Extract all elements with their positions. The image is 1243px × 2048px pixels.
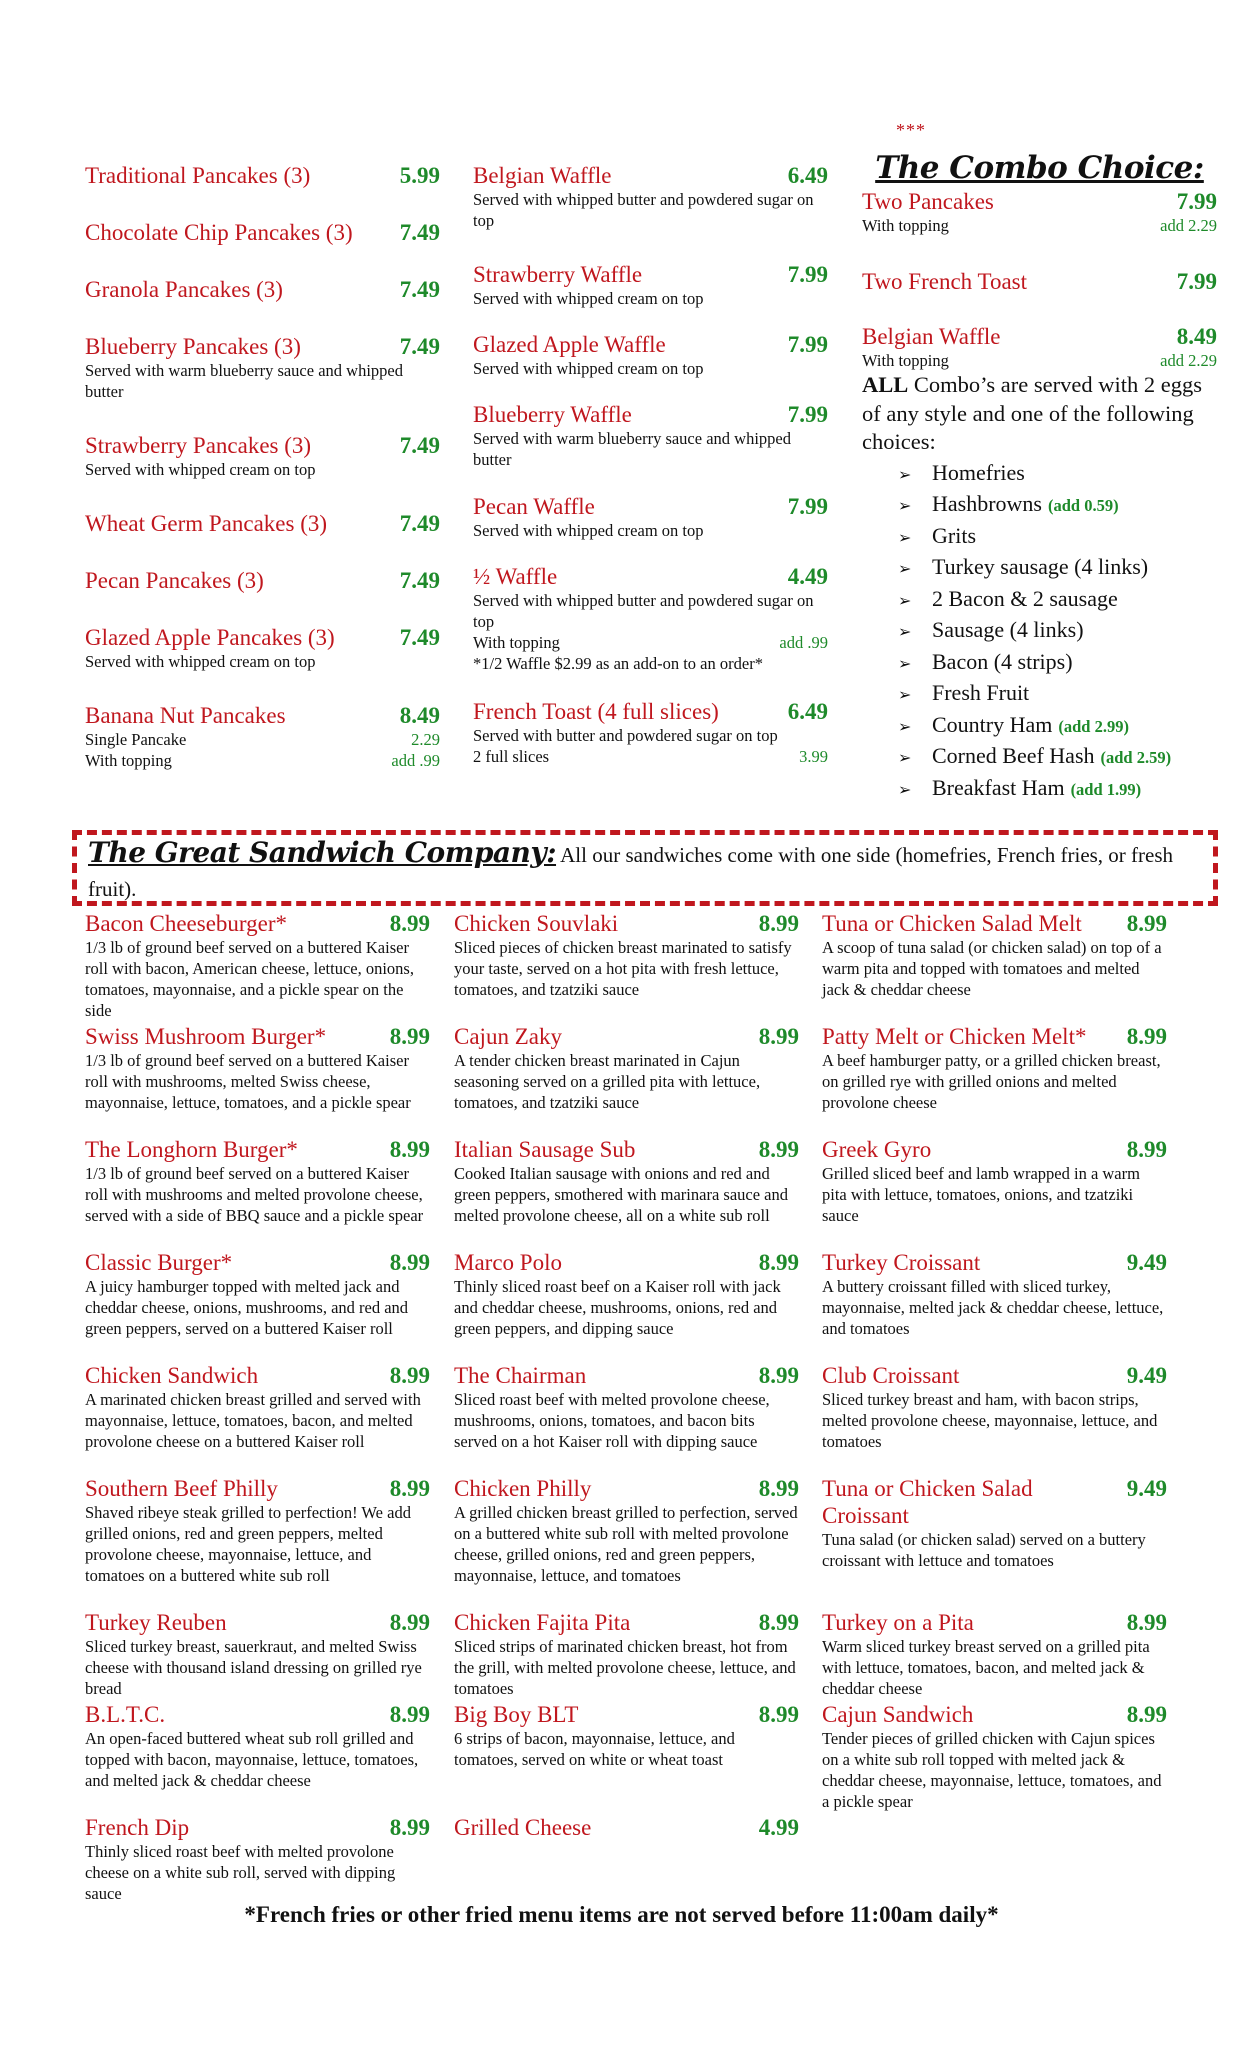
item-price: 8.99 — [389, 1250, 430, 1275]
item-price: 8.99 — [758, 1250, 799, 1275]
item-name: The Chairman — [454, 1363, 587, 1388]
combo-all-label: ALL — [862, 372, 909, 397]
item-name: Chocolate Chip Pancakes (3) — [85, 220, 353, 245]
option-price: 2.29 — [411, 730, 440, 749]
item-description: Sliced roast beef with melted provolone cheese, mushrooms, onions, tomatoes, and bacon bits served on a hot Kaiser roll with dipping sauce — [454, 1390, 770, 1451]
choice-label: Turkey sausage (4 links) — [932, 554, 1149, 579]
sandwiches-column-3 — [822, 910, 1167, 1812]
menu-item — [85, 1362, 430, 1475]
item-price: 8.99 — [389, 1815, 430, 1840]
arrow-bullet-icon: ➢ — [898, 466, 912, 484]
item-price: 8.49 — [399, 703, 440, 728]
item-name: French Toast (4 full slices) — [473, 699, 719, 724]
menu-item — [85, 219, 440, 276]
item-name: Tuna or Chicken Salad Melt — [822, 911, 1082, 936]
menu-item — [85, 1701, 430, 1814]
list-item — [898, 774, 1217, 806]
list-item — [898, 648, 1217, 680]
menu-item — [85, 276, 440, 333]
item-name: Turkey Reuben — [85, 1610, 227, 1635]
menu-item — [85, 333, 440, 432]
item-name: Chicken Philly — [454, 1476, 592, 1501]
menu-item — [822, 1701, 1167, 1812]
item-price: 7.99 — [787, 494, 828, 519]
item-name: Chicken Fajita Pita — [454, 1610, 631, 1635]
item-note: *1/2 Waffle $2.99 as an add-on to an order* — [473, 654, 763, 673]
item-description: Sliced strips of marinated chicken breast, hot from the grill, with melted provolone cheese, lettuce, and tomatoes — [454, 1637, 796, 1698]
item-description: An open-faced buttered wheat sub roll grilled and topped with bacon, mayonnaise, lettuce, tomatoes, and melted jack & cheddar cheese — [85, 1729, 419, 1790]
menu-item — [454, 1249, 799, 1362]
menu-item — [454, 1023, 799, 1136]
choice-label: Grits — [932, 522, 976, 548]
list-item — [898, 459, 1217, 491]
menu-item — [473, 261, 828, 331]
option-label: Single Pancake — [85, 730, 187, 749]
choice-label: Fresh Fruit — [932, 680, 1030, 705]
sandwich-section-title: The Great Sandwich Company: — [88, 836, 557, 869]
menu-item — [454, 1362, 799, 1475]
combo-title: The Combo Choice: — [875, 150, 1204, 186]
sandwiches-column-1 — [85, 910, 430, 1904]
option-label: 2 full slices — [473, 747, 550, 766]
list-item — [898, 711, 1217, 743]
item-description: Served with whipped cream on top — [85, 460, 316, 479]
item-description: A buttery croissant filled with sliced turkey, mayonnaise, melted jack & cheddar cheese, lettuce, and tomatoes — [822, 1277, 1164, 1338]
item-price: 8.99 — [1126, 1024, 1167, 1049]
item-price: 7.99 — [1176, 269, 1217, 294]
list-item — [898, 553, 1217, 585]
item-price: 7.49 — [399, 511, 440, 536]
combo-description — [862, 371, 1217, 457]
choice-label: Corned Beef Hash — [932, 743, 1095, 768]
item-description: Served with whipped cream on top — [473, 359, 704, 378]
item-price: 8.99 — [389, 1476, 430, 1501]
item-name: Patty Melt or Chicken Melt* — [822, 1024, 1087, 1049]
item-price: 8.99 — [389, 1610, 430, 1635]
item-price: 8.99 — [758, 1610, 799, 1635]
sandwiches-column-2 — [454, 910, 799, 1841]
item-price: 8.49 — [1176, 324, 1217, 349]
item-name: Marco Polo — [454, 1250, 562, 1275]
item-name: Blueberry Pancakes (3) — [85, 334, 301, 359]
choice-addon: (add 1.99) — [1070, 779, 1142, 799]
item-description: Served with butter and powdered sugar on top — [473, 726, 778, 745]
menu-item — [473, 493, 828, 563]
item-price: 4.49 — [787, 564, 828, 589]
item-name: Italian Sausage Sub — [454, 1137, 636, 1162]
arrow-bullet-icon: ➢ — [898, 592, 912, 610]
menu-item — [822, 1249, 1167, 1362]
menu-item — [85, 624, 440, 702]
item-name: Southern Beef Philly — [85, 1476, 278, 1501]
menu-item — [85, 702, 440, 771]
item-name: B.L.T.C. — [85, 1702, 166, 1727]
choice-addon: (add 0.59) — [1048, 496, 1119, 515]
list-item — [898, 585, 1217, 617]
combo-column — [862, 150, 1217, 805]
item-name: Turkey on a Pita — [822, 1610, 974, 1635]
menu-item — [822, 1136, 1167, 1249]
item-price: 7.99 — [1176, 189, 1217, 214]
item-price: 8.99 — [758, 1024, 799, 1049]
item-description: A marinated chicken breast grilled and served with mayonnaise, lettuce, tomatoes, bacon, and melted provolone cheese on a buttered Kaiser roll — [85, 1390, 421, 1451]
menu-item — [85, 567, 440, 624]
choice-label: Country Ham — [932, 711, 1053, 737]
menu-item — [85, 432, 440, 510]
sandwich-section-text: All our sandwiches come with one side (homefries, French fries, or fresh fruit). — [88, 843, 1174, 901]
item-name: Strawberry Pancakes (3) — [85, 433, 312, 458]
item-name: Bacon Cheeseburger* — [85, 911, 288, 936]
item-description: Served with whipped cream on top — [85, 652, 316, 671]
option-label: With topping — [85, 751, 172, 770]
footer-note: *French fries or other fried menu items are not served before 11:00am daily* — [244, 1902, 999, 1927]
item-price: 8.99 — [758, 911, 799, 936]
pancakes-column — [85, 162, 440, 771]
item-description: 1/3 lb of ground beef served on a buttered Kaiser roll with bacon, American cheese, lettuce, onions, tomatoes, mayonnaise, and a pickle spear on the side — [85, 938, 414, 1020]
menu-item — [822, 1609, 1167, 1701]
menu-item — [822, 1362, 1167, 1475]
item-price: 6.49 — [787, 163, 828, 188]
item-name: Big Boy BLT — [454, 1702, 579, 1727]
option-price: add 2.29 — [1160, 351, 1217, 370]
item-option — [85, 750, 440, 771]
item-price: 8.99 — [389, 1024, 430, 1049]
item-price: 8.99 — [758, 1363, 799, 1388]
item-description: Cooked Italian sausage with onions and red and green peppers, smothered with marinara sauce and melted provolone cheese, all on a white sub roll — [454, 1164, 788, 1225]
item-description: Served with whipped butter and powdered sugar on top — [473, 190, 814, 230]
item-name: Glazed Apple Waffle — [473, 332, 666, 357]
item-name: Granola Pancakes (3) — [85, 277, 283, 302]
item-name: Cajun Zaky — [454, 1024, 562, 1049]
menu-item — [822, 1475, 1167, 1609]
arrow-bullet-icon: ➢ — [898, 498, 912, 515]
item-option — [473, 632, 828, 653]
item-name: The Longhorn Burger* — [85, 1137, 298, 1162]
arrow-bullet-icon: ➢ — [898, 687, 912, 704]
item-description: Sliced turkey breast and ham, with bacon strips, melted provolone cheese, mayonnaise, lettuce, and tomatoes — [822, 1390, 1158, 1451]
arrow-bullet-icon: ➢ — [898, 655, 912, 673]
item-price: 9.49 — [1126, 1363, 1167, 1388]
item-price: 8.99 — [758, 1476, 799, 1501]
item-price: 7.99 — [787, 262, 828, 287]
combo-item — [862, 268, 1217, 323]
menu-item — [85, 1609, 430, 1701]
item-price: 4.99 — [758, 1815, 799, 1840]
item-price: 5.99 — [399, 163, 440, 188]
menu-item — [454, 1609, 799, 1701]
item-name: Traditional Pancakes (3) — [85, 163, 311, 188]
combo-item — [862, 188, 1217, 268]
item-name: Greek Gyro — [822, 1137, 932, 1162]
menu-item — [454, 910, 799, 1023]
item-description: Served with whipped butter and powdered sugar on top — [473, 591, 814, 631]
list-item — [898, 742, 1217, 774]
option-price: add .99 — [779, 633, 828, 652]
item-name: Two Pancakes — [862, 189, 994, 214]
item-name: Pecan Pancakes (3) — [85, 568, 264, 593]
item-description: Thinly sliced roast beef with melted provolone cheese on a white sub roll, served with dipping sauce — [85, 1842, 396, 1903]
menu-item — [85, 1136, 430, 1249]
choice-label: Breakfast Ham — [932, 774, 1065, 800]
item-price: 8.99 — [389, 1363, 430, 1388]
item-price: 7.49 — [399, 433, 440, 458]
item-name: Tuna or Chicken Salad Croissant — [822, 1476, 1033, 1528]
item-price: 8.99 — [1126, 1610, 1167, 1635]
option-label: With topping — [862, 216, 949, 235]
menu-item — [85, 162, 440, 219]
item-name: Two French Toast — [862, 269, 1027, 294]
waffles-column — [473, 162, 828, 767]
item-name: Club Croissant — [822, 1363, 960, 1388]
item-description: Served with whipped cream on top — [473, 289, 704, 308]
item-description: A beef hamburger patty, or a grilled chicken breast, on grilled rye with grilled onions and melted provolone cheese — [822, 1051, 1161, 1112]
list-item — [898, 490, 1217, 522]
item-price: 6.49 — [787, 699, 828, 724]
item-name: Chicken Sandwich — [85, 1363, 259, 1388]
item-description: Served with warm blueberry sauce and whipped butter — [473, 429, 791, 469]
item-option — [862, 215, 1217, 236]
item-name: Cajun Sandwich — [822, 1702, 974, 1727]
item-price: 9.49 — [1126, 1476, 1167, 1501]
option-price: add 2.29 — [1160, 216, 1217, 235]
arrow-bullet-icon: ➢ — [898, 750, 912, 767]
item-price: 7.49 — [399, 625, 440, 650]
item-name: Blueberry Waffle — [473, 402, 632, 427]
list-item — [898, 679, 1217, 711]
item-price: 7.99 — [787, 332, 828, 357]
item-price: 8.99 — [1126, 911, 1167, 936]
menu-item — [473, 401, 828, 493]
item-price: 8.99 — [758, 1137, 799, 1162]
menu-item — [822, 910, 1167, 1023]
menu-item — [85, 910, 430, 1023]
menu-item — [454, 1814, 799, 1841]
arrow-bullet-icon: ➢ — [898, 718, 912, 736]
menu-item — [822, 1023, 1167, 1136]
item-description: Served with whipped cream on top — [473, 521, 704, 540]
item-description: A juicy hamburger topped with melted jack and cheddar cheese, onions, mushrooms, and red and green peppers, served on a buttered Kaiser roll — [85, 1277, 409, 1338]
item-description: 1/3 lb of ground beef served on a buttered Kaiser roll with mushrooms, melted Swiss cheese, mayonnaise, lettuce, tomatoes, and a pickle spear — [85, 1051, 411, 1112]
option-label: With topping — [862, 351, 949, 370]
item-name: Strawberry Waffle — [473, 262, 643, 287]
item-name: ½ Waffle — [473, 564, 558, 589]
item-option — [473, 746, 828, 767]
combo-choices-list — [898, 459, 1217, 806]
item-price: 8.99 — [389, 1702, 430, 1727]
menu-item — [85, 1249, 430, 1362]
item-price: 7.49 — [399, 277, 440, 302]
decorative-stars: *** — [896, 120, 926, 140]
item-name: Glazed Apple Pancakes (3) — [85, 625, 335, 650]
menu-item — [473, 563, 828, 698]
item-name: Turkey Croissant — [822, 1250, 981, 1275]
arrow-bullet-icon: ➢ — [898, 529, 912, 547]
item-price: 8.99 — [1126, 1137, 1167, 1162]
item-name: Banana Nut Pancakes — [85, 703, 286, 728]
item-price: 9.49 — [1126, 1250, 1167, 1275]
arrow-bullet-icon: ➢ — [898, 561, 912, 578]
menu-item — [454, 1475, 799, 1609]
menu-item — [85, 510, 440, 567]
item-name: Belgian Waffle — [862, 324, 1001, 349]
menu-item — [85, 1023, 430, 1136]
item-description: Sliced turkey breast, sauerkraut, and melted Swiss cheese with thousand island dressing on grilled rye bread — [85, 1637, 422, 1698]
item-price: 7.49 — [399, 220, 440, 245]
item-description: Served with warm blueberry sauce and whipped butter — [85, 361, 403, 401]
item-description: Thinly sliced roast beef on a Kaiser roll with jack and cheddar cheese, mushrooms, onions, red and green peppers, and dipping sauce — [454, 1277, 781, 1338]
item-description: A grilled chicken breast grilled to perfection, served on a buttered white sub roll with melted provolone cheese, grilled onions, red and green peppers, mayonnaise, lettuce, and tomatoes — [454, 1503, 798, 1585]
menu-item — [454, 1701, 799, 1814]
menu-item — [473, 331, 828, 401]
option-price: 3.99 — [799, 747, 828, 766]
item-price: 8.99 — [758, 1702, 799, 1727]
item-description: A scoop of tuna salad (or chicken salad) on top of a warm pita and topped with tomatoes and melted jack & cheddar cheese — [822, 938, 1162, 999]
list-item — [898, 522, 1217, 554]
menu-item — [85, 1475, 430, 1609]
item-description: 1/3 lb of ground beef served on a buttered Kaiser roll with mushrooms and melted provolone cheese, served with a side of BBQ sauce and a pickle spear — [85, 1164, 424, 1225]
combo-all-text: Combo’s are served with 2 eggs of any style and one of the following choices: — [862, 372, 1202, 454]
arrow-bullet-icon: ➢ — [898, 624, 912, 641]
item-price: 7.49 — [399, 334, 440, 359]
item-name: Swiss Mushroom Burger* — [85, 1024, 327, 1049]
option-price: add .99 — [391, 751, 440, 770]
menu-item — [85, 1814, 430, 1904]
item-price: 8.99 — [1126, 1702, 1167, 1727]
item-description: Tuna salad (or chicken salad) served on a buttery croissant with lettuce and tomatoes — [822, 1530, 1146, 1570]
choice-addon: (add 2.59) — [1100, 748, 1172, 767]
item-description: Tender pieces of grilled chicken with Cajun spices on a white sub roll topped with melted jack & cheddar cheese, mayonnaise, lettuce, tomatoes, and a pickle spear — [822, 1729, 1162, 1811]
item-description: Shaved ribeye steak grilled to perfection! We add grilled onions, red and green peppers, melted provolone cheese, mayonnaise, lettuce, and tomatoes on a buttered white sub roll — [85, 1503, 411, 1585]
item-description: A tender chicken breast marinated in Cajun seasoning served on a grilled pita with lettuce, tomatoes, and tzatziki sauce — [454, 1051, 761, 1112]
choice-label: Sausage (4 links) — [932, 617, 1084, 642]
item-name: Belgian Waffle — [473, 163, 612, 188]
choice-label: Homefries — [932, 459, 1025, 485]
item-price: 8.99 — [389, 911, 430, 936]
item-description: 6 strips of bacon, mayonnaise, lettuce, and tomatoes, served on white or wheat toast — [454, 1729, 735, 1769]
choice-label: 2 Bacon & 2 sausage — [932, 585, 1118, 611]
item-name: French Dip — [85, 1815, 190, 1840]
item-description: Sliced pieces of chicken breast marinated to satisfy your taste, served on a hot pita with fresh lettuce, tomatoes, and tzatziki sauce — [454, 938, 792, 999]
item-name: Pecan Waffle — [473, 494, 595, 519]
item-option — [862, 350, 1217, 371]
item-description: Grilled sliced beef and lamb wrapped in a warm pita with lettuce, tomatoes, onions, and tzatziki sauce — [822, 1164, 1140, 1225]
item-name: Grilled Cheese — [454, 1815, 592, 1840]
choice-label: Bacon (4 strips) — [932, 648, 1073, 674]
item-option — [85, 729, 440, 750]
menu-item — [473, 698, 828, 767]
menu-item — [454, 1136, 799, 1249]
sandwich-header — [88, 836, 1198, 906]
list-item — [898, 616, 1217, 648]
item-description: Warm sliced turkey breast served on a grilled pita with lettuce, tomatoes, bacon, and melted jack & cheddar cheese — [822, 1637, 1150, 1698]
item-name: Classic Burger* — [85, 1250, 233, 1275]
item-price: 7.99 — [787, 402, 828, 427]
item-price: 8.99 — [389, 1137, 430, 1162]
item-price: 7.49 — [399, 568, 440, 593]
arrow-bullet-icon: ➢ — [898, 781, 912, 799]
combo-item — [862, 323, 1217, 371]
choice-label: Hashbrowns — [932, 491, 1042, 516]
item-name: Wheat Germ Pancakes (3) — [85, 511, 328, 536]
item-name: Chicken Souvlaki — [454, 911, 619, 936]
menu-item — [473, 162, 828, 261]
choice-addon: (add 2.99) — [1058, 716, 1129, 736]
option-label: With topping — [473, 633, 560, 652]
